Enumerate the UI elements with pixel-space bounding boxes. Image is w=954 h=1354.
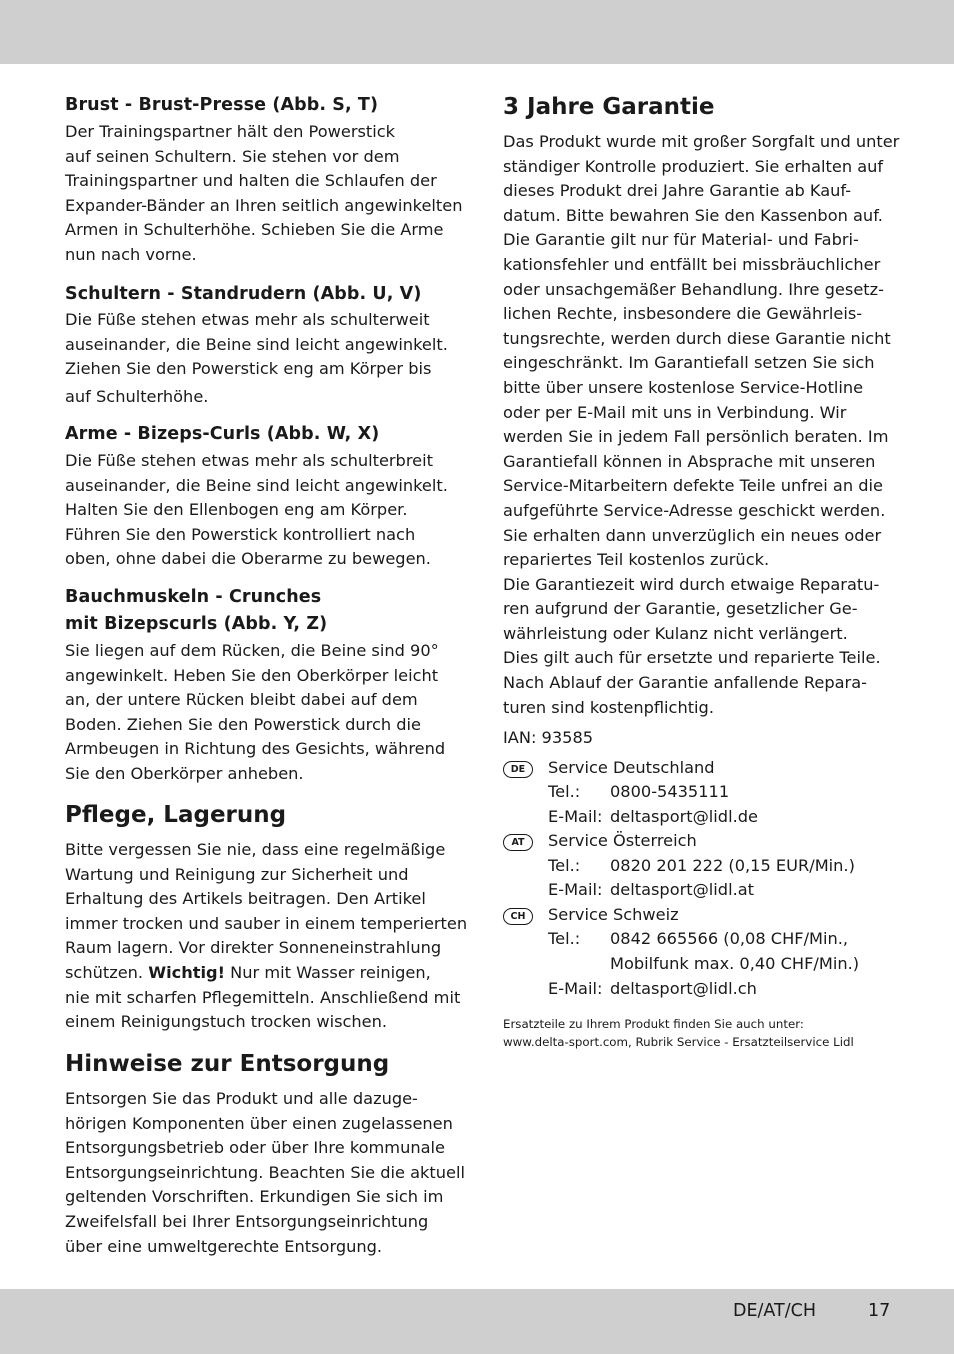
service-ch-tel-label: Tel.: [548, 929, 581, 948]
page-number: 17 [868, 1301, 891, 1321]
header-bar [0, 0, 954, 64]
pflege-heading: Pflege, Lagerung [65, 802, 287, 828]
wichtig-label: Wichtig! [148, 962, 225, 982]
footer-bar [0, 1289, 954, 1354]
service-at-email-label: E-Mail: [548, 880, 603, 899]
de-flag-icon: DE [503, 761, 533, 778]
bauch-heading-2: mit Bizepscurls (Abb. Y, Z) [65, 614, 328, 634]
service-ch-tel: 0842 665566 (0,08 CHF/Min., [610, 929, 849, 948]
service-ch-tel-mobile: Mobilfunk max. 0,40 CHF/Min.) [610, 954, 860, 973]
service-at-email: deltasport@lidl.at [610, 880, 754, 899]
arme-heading: Arme - Bizeps-Curls (Abb. W, X) [65, 424, 380, 444]
pflege-text: Bitte vergessen Sie nie, dass eine regelmäßige Wartung und Reinigung zur Sicherheit und Erhaltung des Artikels beitragen. Den Artikel immer trocken und sauber in einem temperierten Raum lagern. Vor direkter Sonneneinstrahlung schützen. Wichtig! Nur mit Wasser reinigen, nie mit scharfen Pflegemitteln. Anschließend mit einem Reinigungstuch trocken wischen. [65, 840, 468, 1032]
bauch-heading-1: Bauchmuskeln - Crunches [65, 587, 322, 607]
service-at-tel: 0820 201 222 (0,15 EUR/Min.) [610, 856, 855, 875]
service-ch-email: deltasport@lidl.ch [610, 979, 757, 998]
garantie-text: Das Produkt wurde mit großer Sorgfalt und unter ständiger Kontrolle produziert. Sie erhalten auf dieses Produkt drei Jahre Garantie ab Kauf- datum. Bitte bewahren Sie den Kassenbon auf. Die Garantie gilt nur für Material- und Fabri- kationsfehler und entfällt bei missbräuchlicher oder unsachgemäßer Behandlung. Ihre gesetz- lichen Rechte, insbesondere die Gewährleis- tungsrechte, werden durch diese Garantie nicht eingeschränkt. Im Garantiefall setzen Sie sich bitte über unsere kostenlose Service-Hotline oder per E-Mail mit uns in Verbindung. Wir werden Sie in jedem Fall persönlich beraten. Im Garantiefall können in Absprache mit unseren Service-Mitarbeitern defekte Teile unfrei an die aufgeführte Service-Adresse geschickt werden. Sie erhalten dann unverzüglich ein neues oder repariertes Teil kostenlos zurück. Die Garantiezeit wird durch etwaige Reparatu- ren aufgrund der Garantie, gesetzlicher Ge- währleistung oder Kulanz nicht verlängert. Dies gilt auch für ersetzte und reparierte Teile. Nach Ablauf der Garantie anfallende Repara- turen sind kostenpflichtig. [503, 132, 900, 717]
brust-heading: Brust - Brust-Presse (Abb. S, T) [65, 95, 379, 115]
at-flag-icon: AT [503, 834, 533, 851]
brust-text: Der Trainingspartner hält den Powerstick auf seinen Schultern. Sie stehen vor dem Trainingspartner und halten die Schlaufen der Expander-Bänder an Ihren seitlich angewinkelten Armen in Schulterhöhe. Schieben Sie die Arme nun nach vorne. [65, 122, 463, 264]
entsorgung-heading: Hinweise zur Entsorgung [65, 1051, 390, 1077]
schultern-text: Die Füße stehen etwas mehr als schulterweit auseinander, die Beine sind leicht angewinkelt. Ziehen Sie den Powerstick eng am Körper bis auf Schulterhöhe. [65, 310, 448, 406]
service-at-tel-label: Tel.: [548, 856, 581, 875]
entsorgung-text: Entsorgen Sie das Produkt und alle dazuge- hörigen Komponenten über einen zugelassenen Entsorgungsbetrieb oder über Ihre kommunale Entsorgungseinrichtung. Beachten Sie die aktuell geltenden Vorschriften. Erkundigen Sie sich im Zweifelsfall bei Ihrer Entsorgungseinrichtung über eine umweltgerechte Entsorgung. [65, 1089, 465, 1256]
footer-region: DE/AT/CH [733, 1301, 817, 1321]
service-ch-name: Service Schweiz [548, 905, 679, 924]
garantie-heading: 3 Jahre Garantie [503, 94, 715, 120]
service-de-email-label: E-Mail: [548, 807, 603, 826]
ersatzteile-note: Ersatzteile zu Ihrem Produkt finden Sie auch unter: www.delta-sport.com, Rubrik Service - Ersatzteilservice Lidl [503, 1017, 854, 1049]
arme-text: Die Füße stehen etwas mehr als schulterbreit auseinander, die Beine sind leicht angewinkelt. Halten Sie den Ellenbogen eng am Körper. Führen Sie den Powerstick kontrolliert nach oben, ohne dabei die Oberarme zu bewegen. [65, 451, 448, 569]
service-at-name: Service Österreich [548, 831, 697, 850]
service-de-tel: 0800-5435111 [610, 782, 730, 801]
ch-flag-icon: CH [503, 908, 533, 925]
service-de-tel-label: Tel.: [548, 782, 581, 801]
ian-number: IAN: 93585 [503, 728, 594, 747]
schultern-heading: Schultern - Standrudern (Abb. U, V) [65, 284, 422, 304]
service-de-email: deltasport@lidl.de [610, 807, 758, 826]
service-de-name: Service Deutschland [548, 758, 715, 777]
service-ch-email-label: E-Mail: [548, 979, 603, 998]
bauch-text: Sie liegen auf dem Rücken, die Beine sind 90° angewinkelt. Heben Sie den Oberkörper leicht an, der untere Rücken bleibt dabei auf dem Boden. Ziehen Sie den Powerstick durch die Armbeugen in Richtung des Gesichts, während Sie den Oberkörper anheben. [65, 641, 446, 783]
